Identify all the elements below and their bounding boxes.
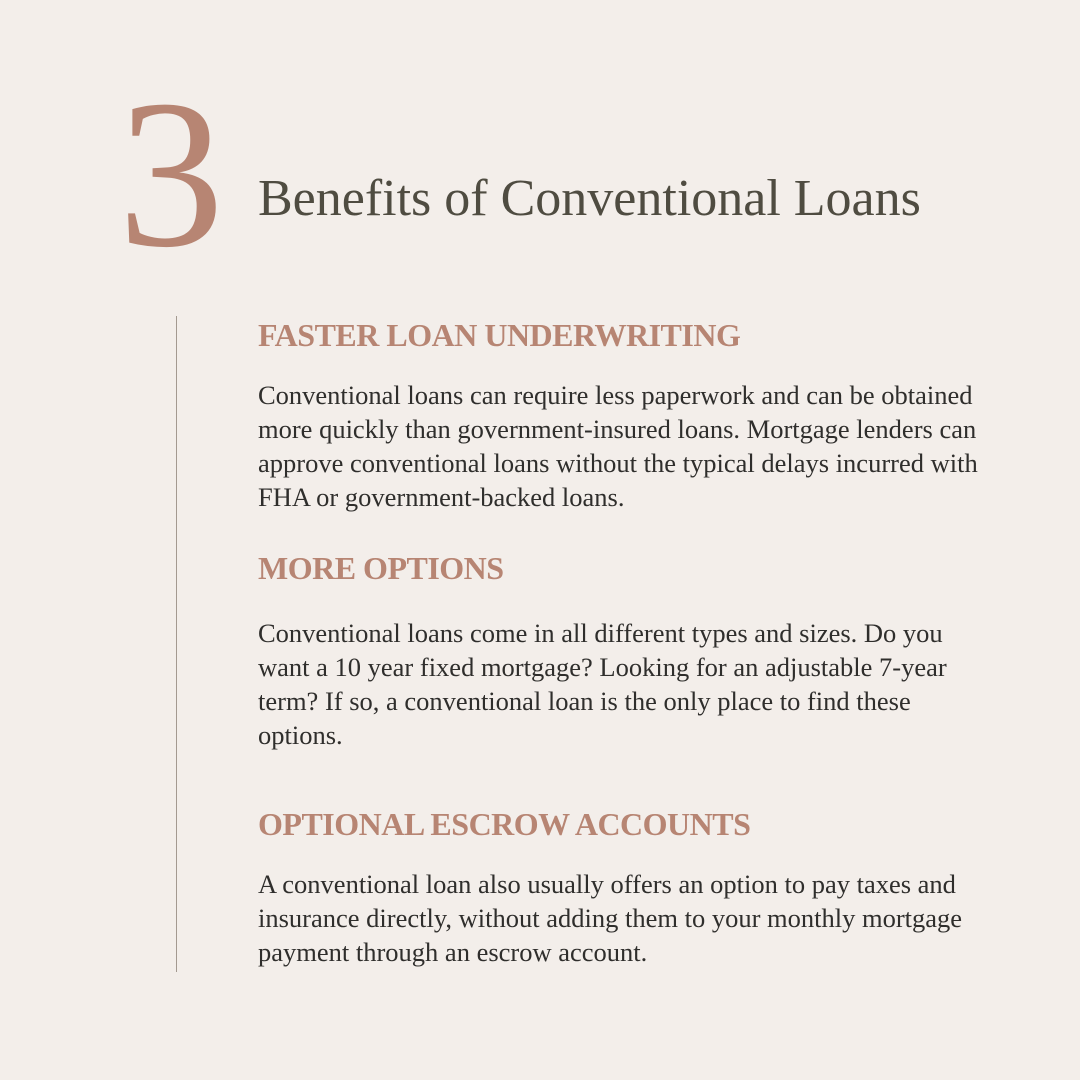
- section-heading-underwriting: FASTER LOAN UNDERWRITING: [258, 317, 741, 353]
- section-body-options: Conventional loans come in all different types and sizes. Do you want a 10 year fixed mortgage? Looking for an adjustable 7-year term? If so, a conventional loan is the only place to find these options.: [258, 618, 947, 750]
- section-heading-options: MORE OPTIONS: [258, 550, 504, 586]
- section-heading-escrow: OPTIONAL ESCROW ACCOUNTS: [258, 806, 751, 842]
- big-number-three: 3: [118, 56, 224, 291]
- page-title: Benefits of Conventional Loans: [258, 170, 921, 227]
- section-body-underwriting: Conventional loans can require less paperwork and can be obtained more quickly than government-insured loans. Mortgage lenders can approve conventional loans without the typical delays incurred with FHA or government-backed loans.: [258, 380, 978, 512]
- section-body-escrow: A conventional loan also usually offers an option to pay taxes and insurance directly, without adding them to your monthly mortgage payment through an escrow account.: [258, 869, 963, 967]
- vertical-divider: [176, 316, 177, 972]
